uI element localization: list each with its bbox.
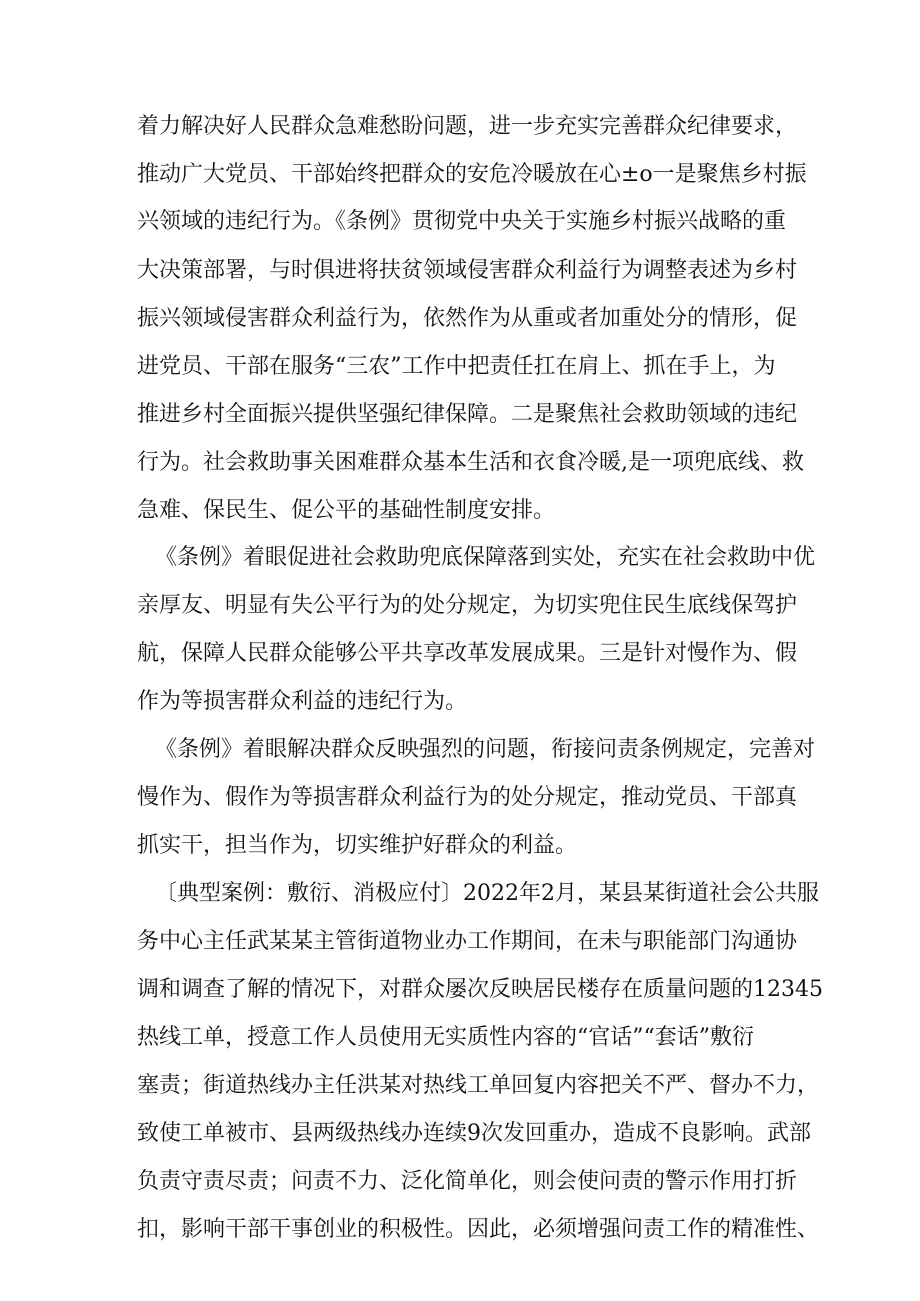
text-line: 大决策部署，与时俱进将扶贫领域侵害群众利益行为调整表述为乡村 [137,258,798,283]
text-line: 〔典型案例：敷衍、消极应付〕2022年2月，某县某街道社会公共服 [155,881,819,906]
text-line: 致使工单被市、县两级热线办连续9次发回重办，造成不良影响。武部 [137,1121,811,1146]
text-line: 兴领域的违纪行为。《条例》贯彻党中央关于实施乡村振兴战略的重 [137,209,787,234]
text-line: 航，保障人民群众能够公平共享改革发展成果。三是针对慢作为、假 [137,641,798,666]
text-line: 调和调查了解的情况下，对群众屡次反映居民楼存在质量问题的12345 [137,977,823,1002]
text-line: 亲厚友、明显有失公平行为的处分规定，为切实兜住民生底线保驾护 [137,593,798,618]
text-line: 推进乡村全面振兴提供坚强纪律保障。二是聚焦社会救助领域的违纪 [137,402,798,427]
text-line: 务中心主任武某某主管街道物业办工作期间，在未与职能部门沟通协 [137,929,798,954]
text-line: 振兴领域侵害群众利益行为，依然作为从重或者加重处分的情形，促 [137,306,798,331]
text-line: 扣，影响干部干事创业的积极性。因此，必须增强问责工作的精准性、 [137,1217,820,1242]
text-line: 作为等损害群众利益的违纪行为。 [137,689,468,714]
text-line: 行为。社会救助事关困难群众基本生活和衣食冷暖,是一项兜底线、救 [137,450,804,475]
text-line: 进党员、干部在服务“三农”工作中把责任扛在肩上、抓在手上，为 [137,354,776,379]
text-line: 负责守责尽责；问责不力、泛化简单化，则会使问责的警示作用打折 [137,1169,798,1194]
text-line: 着力解决好人民群众急难愁盼问题，进一步充实完善群众纪律要求， [137,114,798,139]
text-line: 抓实干，担当作为，切实维护好群众的利益。 [137,833,578,858]
text-line: 热线工单，授意工作人员使用无实质性内容的“官话”“套话”敷衍 [137,1025,754,1050]
text-line: 《条例》着眼促进社会救助兜底保障落到实处，充实在社会救助中优 [155,545,816,570]
text-line: 推动广大党员、干部始终把群众的安危冷暖放在心±o一是聚焦乡村振 [137,162,807,187]
text-line: 《条例》着眼解决群众反映强烈的问题，衔接问责条例规定，完善对 [155,737,816,762]
text-line: 塞责；街道热线办主任洪某对热线工单回复内容把关不严、督办不力， [137,1073,820,1098]
text-line: 慢作为、假作为等损害群众利益行为的处分规定，推动党员、干部真 [137,785,798,810]
text-line: 急难、保民生、促公平的基础性制度安排。 [137,498,556,523]
